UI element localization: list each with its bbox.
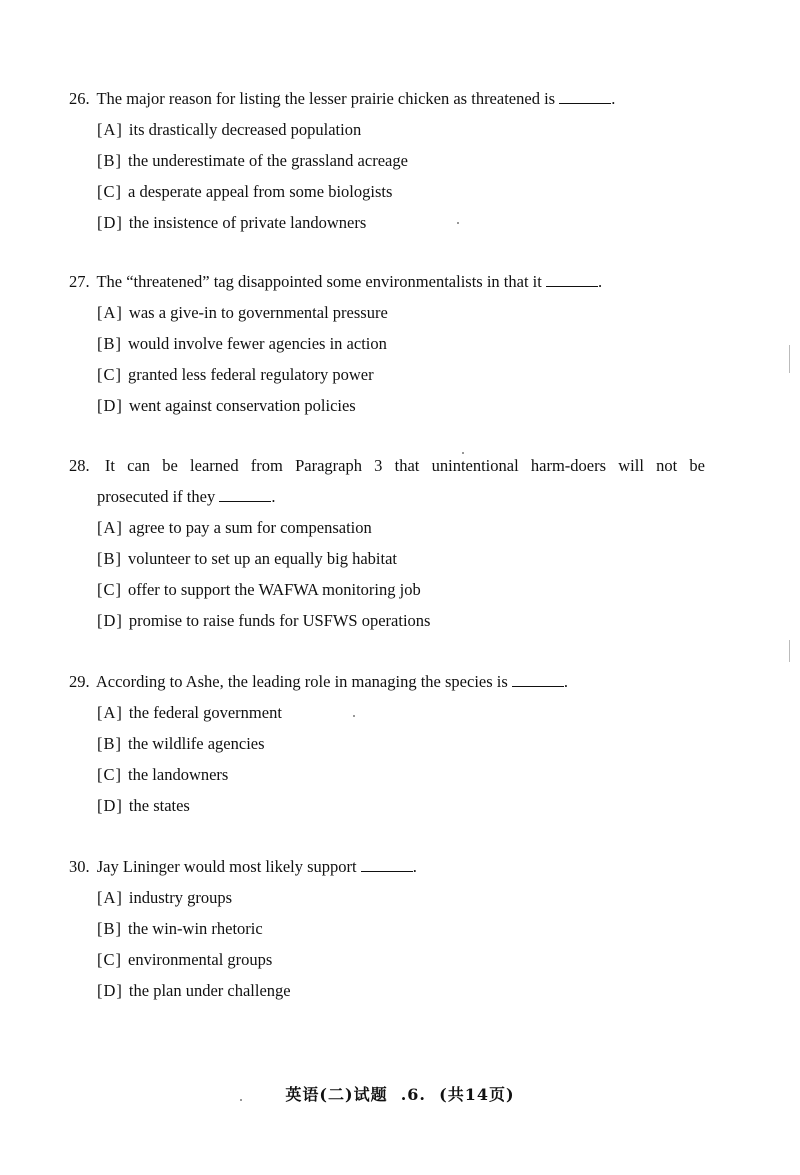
option-d: [D] went against conservation policies (97, 396, 356, 415)
scan-edge-mark (789, 640, 790, 662)
option-b: [B] the wildlife agencies (97, 734, 265, 753)
question-stem: 29. According to Ashe, the leading role in managing the species is . (0, 666, 709, 697)
question-26 (0, 83, 800, 238)
question-29 (0, 666, 800, 821)
question-text-line1: It can be learned from Paragraph 3 that unintentional harm-doers will not be (104, 456, 705, 475)
option-a: [A] agree to pay a sum for compensation (97, 518, 372, 537)
answer-blank (512, 672, 564, 687)
question-stem: 30. Jay Lininger would most likely support . (0, 851, 709, 882)
question-27 (0, 266, 800, 421)
footer-page-number: .6. (400, 1085, 426, 1104)
option-c: [C] a desperate appeal from some biologists (97, 182, 393, 201)
question-text: The major reason for listing the lesser prairie chicken as threatened is (96, 89, 556, 108)
question-number: 26. (69, 89, 90, 108)
scan-speck (240, 1099, 242, 1101)
option-a: [A] the federal government (97, 703, 282, 722)
scan-speck (353, 715, 355, 717)
scan-edge-mark (789, 345, 790, 373)
option-a: [A] was a give-in to governmental pressure (97, 303, 388, 322)
footer-total-pages: (共14页) (439, 1085, 515, 1104)
scan-speck (462, 452, 464, 454)
question-text: According to Ashe, the leading role in managing the species is (95, 672, 508, 691)
question-30 (0, 851, 800, 1006)
option-d: [D] promise to raise funds for USFWS operations (97, 611, 431, 630)
option-d: [D] the states (97, 796, 190, 815)
option-c: [C] the landowners (97, 765, 229, 784)
option-a: [A] industry groups (97, 888, 233, 907)
question-28 (0, 450, 800, 636)
footer-subject: 英语(二)试题 (285, 1085, 388, 1104)
option-c: [C] environmental groups (97, 950, 273, 969)
question-number: 28. (69, 456, 90, 475)
page-footer (0, 1082, 800, 1105)
question-number: 27. (69, 272, 90, 291)
question-stem (0, 450, 705, 481)
question-stem: 27. The “threatened” tag disappointed some environmentalists in that it . (0, 266, 709, 297)
option-c: [C] offer to support the WAFWA monitoring job (97, 580, 421, 599)
option-b: [B] the underestimate of the grassland acreage (97, 151, 408, 170)
question-number: 30. (69, 857, 90, 876)
option-d: [D] the plan under challenge (97, 981, 291, 1000)
answer-blank (546, 272, 598, 287)
answer-blank (361, 857, 413, 872)
option-b: [B] the win-win rhetoric (97, 919, 263, 938)
question-text: The “threatened” tag disappointed some environmentalists in that it (96, 272, 542, 291)
question-stem: 26. The major reason for listing the lesser prairie chicken as threatened is . (0, 83, 709, 114)
option-b: [B] volunteer to set up an equally big habitat (97, 549, 397, 568)
option-d: [D] the insistence of private landowners (97, 213, 367, 232)
answer-blank (559, 89, 611, 104)
question-text: Jay Lininger would most likely support (96, 857, 357, 876)
option-b: [B] would involve fewer agencies in action (97, 334, 387, 353)
scan-speck (457, 222, 459, 224)
question-number: 29. (69, 672, 90, 691)
question-stem-continued: prosecuted if they . (97, 487, 276, 506)
answer-blank (219, 487, 271, 502)
question-text-line2: prosecuted if they (97, 487, 216, 506)
option-c: [C] granted less federal regulatory power (97, 365, 374, 384)
option-a: [A] its drastically decreased population (97, 120, 362, 139)
